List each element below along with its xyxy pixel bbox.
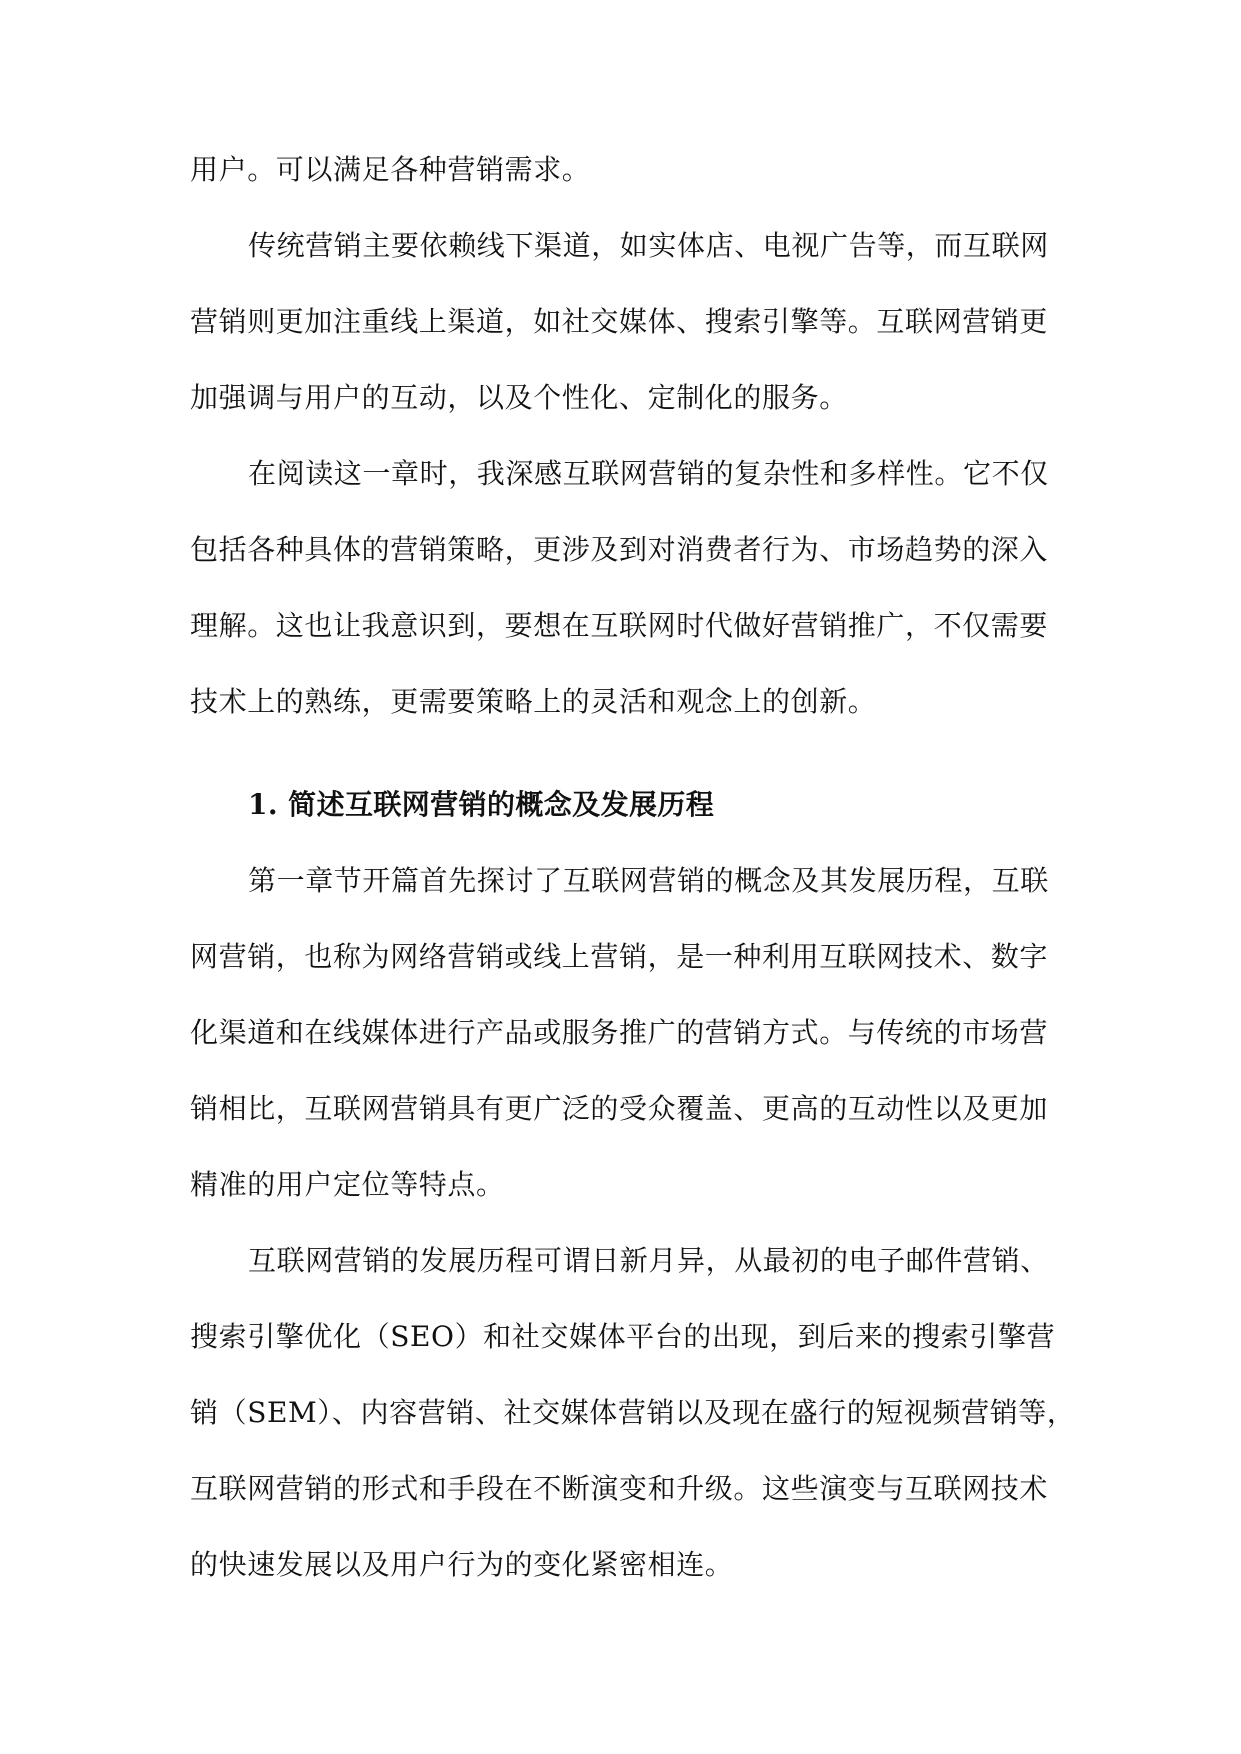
- paragraph-line: 销（SEM）、内容营销、社交媒体营销以及现在盛行的短视频营销等，: [190, 1396, 1076, 1429]
- paragraph-line: 用户。可以满足各种营销需求。: [190, 153, 591, 186]
- paragraph-line: 精准的用户定位等特点。: [190, 1168, 505, 1201]
- paragraph-line: 技术上的熟练，更需要策略上的灵活和观念上的创新。: [190, 685, 877, 718]
- paragraph-line: 搜索引擎优化（SEO）和社交媒体平台的出现，到后来的搜索引擎营: [190, 1320, 1056, 1353]
- paragraph-line: 网营销，也称为网络营销或线上营销，是一种利用互联网技术、数字: [190, 940, 1049, 973]
- section-heading: 1. 简述互联网营销的概念及发展历程: [248, 788, 715, 821]
- paragraph-line: 在阅读这一章时，我深感互联网营销的复杂性和多样性。它不仅: [248, 457, 1049, 490]
- paragraph-line: 化渠道和在线媒体进行产品或服务推广的营销方式。与传统的市场营: [190, 1016, 1049, 1049]
- paragraph-line: 销相比，互联网营销具有更广泛的受众覆盖、更高的互动性以及更加: [190, 1092, 1049, 1125]
- paragraph-line: 互联网营销的发展历程可谓日新月异，从最初的电子邮件营销、: [248, 1244, 1049, 1277]
- paragraph-line: 营销则更加注重线上渠道，如社交媒体、搜索引擎等。互联网营销更: [190, 305, 1049, 338]
- paragraph-line: 传统营销主要依赖线下渠道，如实体店、电视广告等，而互联网: [248, 229, 1049, 262]
- paragraph-line: 第一章节开篇首先探讨了互联网营销的概念及其发展历程，互联: [248, 864, 1049, 897]
- paragraph-line: 互联网营销的形式和手段在不断演变和升级。这些演变与互联网技术: [190, 1472, 1049, 1505]
- paragraph-line: 加强调与用户的互动，以及个性化、定制化的服务。: [190, 381, 848, 414]
- paragraph-line: 理解。这也让我意识到，要想在互联网时代做好营销推广，不仅需要: [190, 609, 1049, 642]
- paragraph-line: 的快速发展以及用户行为的变化紧密相连。: [190, 1548, 734, 1581]
- paragraph-line: 包括各种具体的营销策略，更涉及到对消费者行为、市场趋势的深入: [190, 533, 1049, 566]
